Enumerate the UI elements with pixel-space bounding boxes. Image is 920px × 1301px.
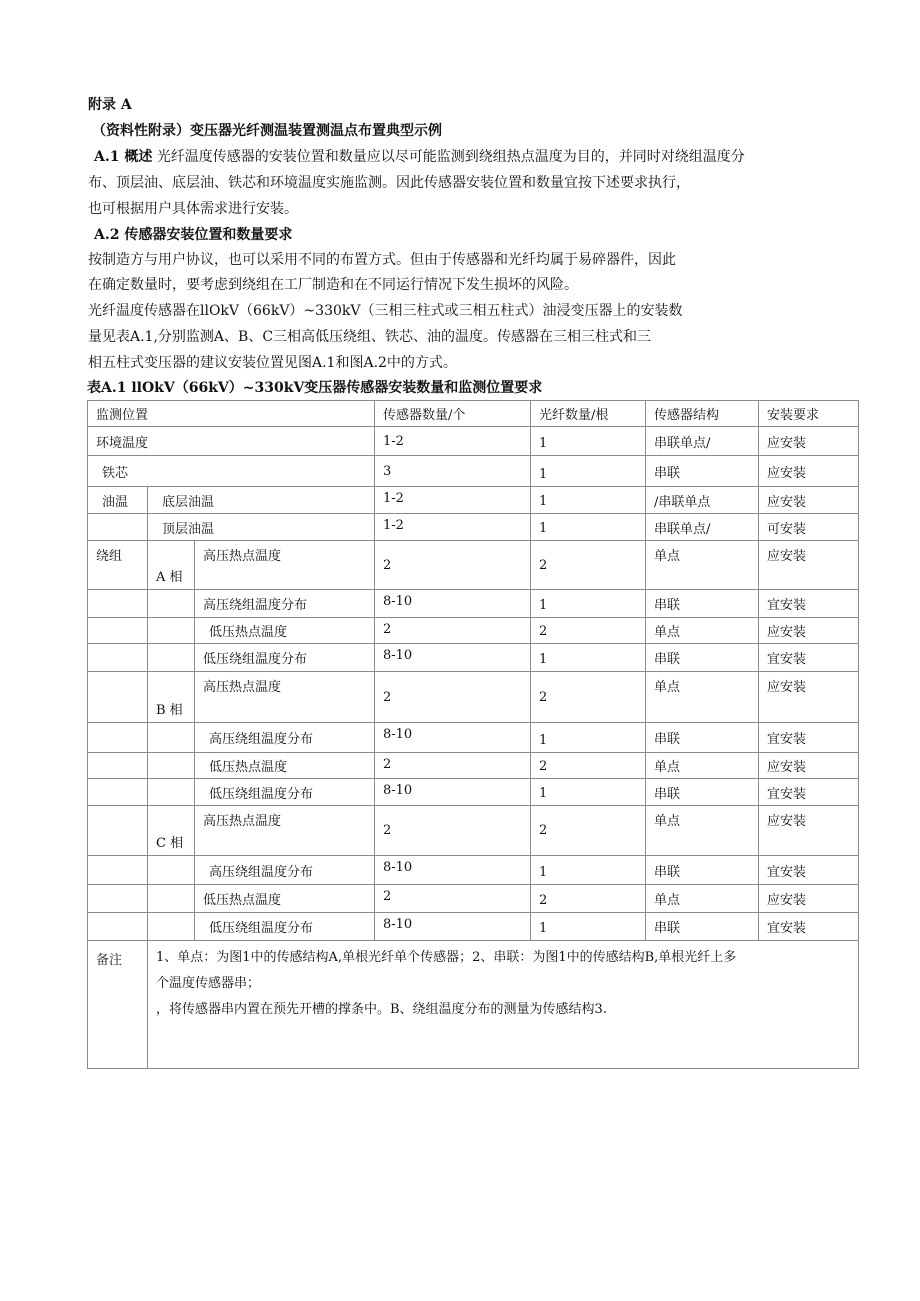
sensor-structure: 串联单点/ [646, 427, 759, 456]
sensor-count: 2 [375, 541, 531, 590]
fiber-count: 2 [531, 753, 646, 779]
empty-cell [88, 913, 148, 941]
sensor-count: 2 [375, 806, 531, 856]
empty-cell [148, 644, 195, 672]
empty-cell [88, 618, 148, 644]
empty-cell [148, 913, 195, 941]
install-requirement: 宜安装 [759, 644, 859, 672]
install-requirement: 应安装 [759, 753, 859, 779]
table-row [88, 856, 859, 885]
table-row [88, 723, 859, 753]
install-requirement: 应安装 [759, 541, 859, 590]
fiber-count: 1 [531, 514, 646, 541]
row-group [88, 514, 148, 541]
sensor-structure: 串联 [646, 913, 759, 941]
empty-cell [148, 618, 195, 644]
appendix-subtitle: （资料性附录）变压器光纤测温装置测温点布置典型示例 [92, 123, 442, 139]
install-requirement: 应安装 [759, 618, 859, 644]
row-label: 高压绕组温度分布 [195, 856, 375, 885]
install-requirement: 应安装 [759, 487, 859, 514]
install-requirement: 宜安装 [759, 913, 859, 941]
table-caption: 表A.1 llOkV（66kV）~330kV变压器传感器安装数量和监测位置要求 [87, 380, 543, 396]
empty-cell [88, 590, 148, 618]
sensor-count: 8-10 [375, 590, 531, 618]
a2-line-1: 按制造方与用户协议，也可以采用不同的布置方式。但由于传感器和光纤均属于易碎器件，因此 [88, 252, 676, 268]
sensor-structure: 单点 [646, 672, 759, 723]
a2-line-2: 在确定数量时，要考虑到绕组在工厂制造和在不同运行情况下发生损坏的风险。 [88, 277, 578, 293]
sensor-structure: 单点 [646, 618, 759, 644]
row-label: 低压热点温度 [195, 753, 375, 779]
sensor-count: 8-10 [375, 913, 531, 941]
install-requirement: 应安装 [759, 427, 859, 456]
table-row [88, 427, 859, 456]
table-row [88, 644, 859, 672]
empty-cell [148, 779, 195, 806]
fiber-count: 1 [531, 723, 646, 753]
note-line: ，将传感器串内置在预先开槽的撑条中。B、绕组温度分布的测量为传感结构3. [156, 1002, 607, 1017]
sensor-structure: /串联单点 [646, 487, 759, 514]
fiber-count: 1 [531, 913, 646, 941]
sensor-count: 1-2 [375, 514, 531, 541]
header-fibers: 光纤数量/根 [531, 401, 646, 427]
sensor-structure: 单点 [646, 753, 759, 779]
sensor-structure: 单点 [646, 541, 759, 590]
fiber-count: 1 [531, 487, 646, 514]
empty-cell [88, 753, 148, 779]
empty-cell [88, 885, 148, 913]
row-label: 底层油温 [148, 487, 375, 514]
header-req: 安装要求 [759, 401, 859, 427]
empty-cell [88, 806, 148, 856]
winding-label: 绕组 [88, 541, 148, 590]
row-label: 低压热点温度 [195, 885, 375, 913]
row-label: 低压绕组温度分布 [195, 913, 375, 941]
row-label: 低压热点温度 [195, 618, 375, 644]
install-requirement: 应安装 [759, 885, 859, 913]
a1-line-1 [94, 147, 745, 167]
install-requirement: 应安装 [759, 806, 859, 856]
sensor-structure: 单点 [646, 806, 759, 856]
sensor-count: 2 [375, 753, 531, 779]
fiber-count: 1 [531, 427, 646, 456]
appendix-heading: 附录 A [88, 97, 132, 113]
sensor-count: 2 [375, 672, 531, 723]
row-label: 高压绕组温度分布 [195, 590, 375, 618]
empty-cell [148, 590, 195, 618]
table-row [88, 806, 859, 856]
empty-cell [88, 644, 148, 672]
sensor-count: 3 [375, 456, 531, 487]
table-row [88, 913, 859, 941]
row-label: 低压绕组温度分布 [195, 644, 375, 672]
header-location: 监测位置 [88, 401, 375, 427]
phase-label: A 相 [148, 541, 195, 590]
empty-cell [88, 672, 148, 723]
install-requirement: 宜安装 [759, 723, 859, 753]
row-label: 高压热点温度 [195, 541, 375, 590]
table-row [88, 941, 859, 1069]
a2-line-4: 量见表A.1,分别监测A、B、C三相高低压绕组、铁芯、油的温度。传感器在三相三柱式和三 [88, 329, 652, 345]
fiber-count: 1 [531, 644, 646, 672]
phase-label: B 相 [148, 672, 195, 723]
row-label: 高压热点温度 [195, 806, 375, 856]
table-row [88, 618, 859, 644]
a2-line-3: 光纤温度传感器在llOkV（66kV）~330kV（三相三柱式或三相五柱式）油浸变压器上的安装数 [88, 303, 683, 319]
sensor-structure: 串联单点/ [646, 514, 759, 541]
row-label: 顶层油温 [148, 514, 375, 541]
a1-text: 光纤温度传感器的安装位置和数量应以尽可能监测到绕组热点温度为目的，并同时对绕组温度分 [156, 149, 745, 165]
fiber-count: 1 [531, 779, 646, 806]
empty-cell [148, 856, 195, 885]
row-group: 油温 [88, 487, 148, 514]
sensor-structure: 串联 [646, 723, 759, 753]
empty-cell [88, 779, 148, 806]
header-structure: 传感器结构 [646, 401, 759, 427]
install-requirement: 宜安装 [759, 779, 859, 806]
table-row [88, 885, 859, 913]
note-content [148, 941, 859, 1069]
sensor-structure: 串联 [646, 644, 759, 672]
empty-cell [148, 753, 195, 779]
a1-label: A.1 概述 [94, 149, 153, 165]
row-label: 铁芯 [88, 456, 375, 487]
table-row [88, 590, 859, 618]
sensor-structure: 串联 [646, 856, 759, 885]
table-row [88, 779, 859, 806]
install-requirement: 宜安装 [759, 590, 859, 618]
table-row [88, 401, 859, 427]
a1-line-3: 也可根据用户具体需求进行安装。 [88, 201, 298, 217]
sensor-structure: 串联 [646, 779, 759, 806]
table-row [88, 456, 859, 487]
sensor-count: 8-10 [375, 856, 531, 885]
empty-cell [88, 723, 148, 753]
fiber-count: 1 [531, 456, 646, 487]
table-row [88, 672, 859, 723]
sensor-count: 1-2 [375, 487, 531, 514]
fiber-count: 2 [531, 618, 646, 644]
row-label: 高压热点温度 [195, 672, 375, 723]
a1-line-2: 布、顶层油、底层油、铁芯和环境温度实施监测。因此传感器安装位置和数量宜按下述要求执行， [88, 175, 690, 191]
sensor-structure: 串联 [646, 456, 759, 487]
sensor-count: 1-2 [375, 427, 531, 456]
fiber-count: 2 [531, 672, 646, 723]
table-row [88, 753, 859, 779]
note-label: 备注 [88, 941, 148, 1069]
phase-label: C 相 [148, 806, 195, 856]
note-line: 1、单点：为图1中的传感结构A,单根光纤单个传感器；2、串联：为图1中的传感结构B,单根光纤上多 [156, 950, 737, 965]
install-requirement: 宜安装 [759, 856, 859, 885]
sensor-structure: 单点 [646, 885, 759, 913]
empty-cell [88, 856, 148, 885]
empty-cell [148, 885, 195, 913]
sensor-count: 8-10 [375, 644, 531, 672]
note-line: 个温度传感器串； [156, 976, 261, 991]
sensor-count: 2 [375, 885, 531, 913]
sensor-structure: 串联 [646, 590, 759, 618]
fiber-count: 2 [531, 885, 646, 913]
header-sensors: 传感器数量/个 [375, 401, 531, 427]
fiber-count: 1 [531, 856, 646, 885]
sensor-count: 2 [375, 618, 531, 644]
install-requirement: 可安装 [759, 514, 859, 541]
table-row [88, 541, 859, 590]
table-row [88, 487, 859, 514]
fiber-count: 2 [531, 541, 646, 590]
sensor-count: 8-10 [375, 779, 531, 806]
fiber-count: 2 [531, 806, 646, 856]
sensor-count: 8-10 [375, 723, 531, 753]
empty-cell [148, 723, 195, 753]
row-label: 环境温度 [88, 427, 375, 456]
install-requirement: 应安装 [759, 672, 859, 723]
install-requirement: 应安装 [759, 456, 859, 487]
sensor-requirements-table [87, 400, 859, 1069]
row-label: 高压绕组温度分布 [195, 723, 375, 753]
fiber-count: 1 [531, 590, 646, 618]
a2-title: A.2 传感器安装位置和数量要求 [94, 227, 293, 243]
table-row [88, 514, 859, 541]
row-label: 低压绕组温度分布 [195, 779, 375, 806]
a2-line-5: 相五柱式变压器的建议安装位置见图A.1和图A.2中的方式。 [88, 355, 457, 371]
